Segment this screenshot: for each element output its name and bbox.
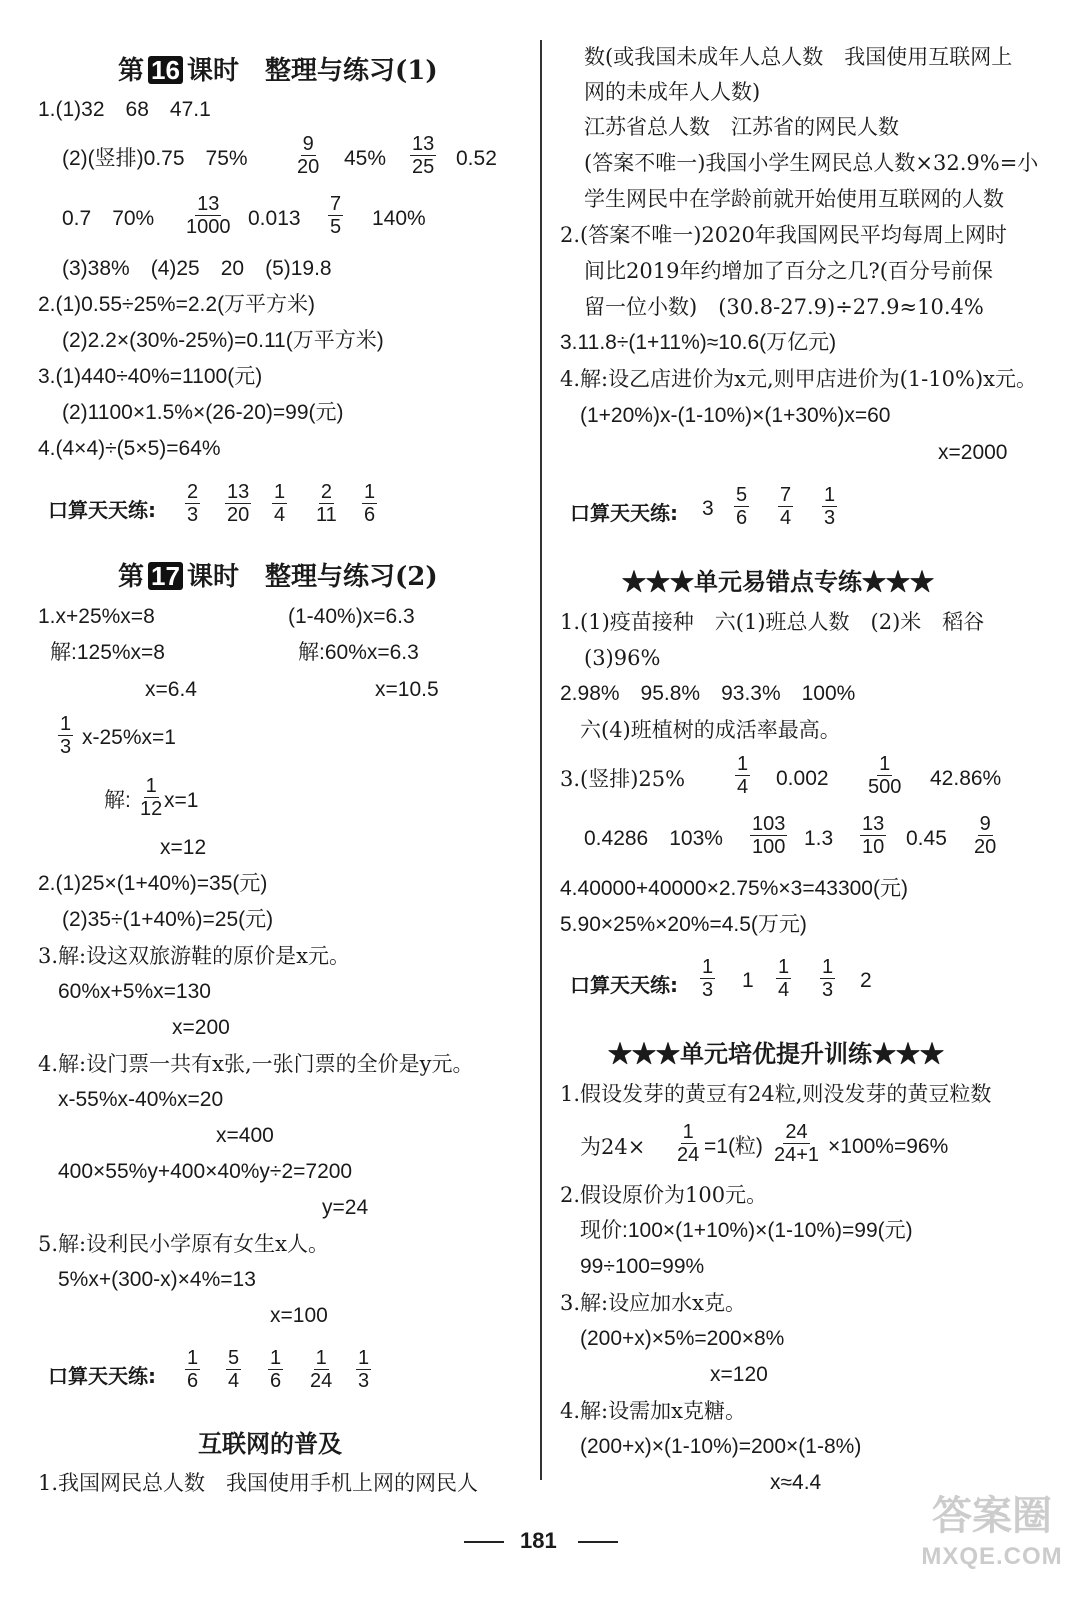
fraction: $\frac{1}{3}$ xyxy=(60,713,72,758)
ks-label: 口算天天练: xyxy=(570,501,678,525)
fraction: $\frac{7}{5}$ xyxy=(330,193,342,238)
boost-q3a: 3.解:设应加水x克。 xyxy=(560,1291,746,1315)
page-number: 181 xyxy=(520,1528,557,1553)
errors-q3a-3: 42.86% xyxy=(930,767,1002,790)
cont-q4b: (1+20%)x-(1-10%)×(1+30%)x=60 xyxy=(580,404,891,427)
l17-q5c: x=100 xyxy=(270,1304,328,1327)
watermark xyxy=(912,1490,1072,1590)
boost-q4c: x≈4.4 xyxy=(770,1471,822,1494)
ks-fraction: $\frac{1}{6}$ xyxy=(364,481,376,526)
internet-q1: 1.我国网民总人数 我国使用手机上网的网民人 xyxy=(38,1471,479,1495)
l16-q1b-2: 45% xyxy=(344,147,387,170)
ks-label: 口算天天练: xyxy=(48,498,156,522)
fraction: $\frac{13}{10}$ xyxy=(862,813,885,858)
cont-l2: 网的未成年人人数) xyxy=(584,80,761,104)
l16-q3a: 3.(1)440÷40%=1100(元) xyxy=(38,365,263,388)
fraction: $\frac{13}{25}$ xyxy=(412,133,435,178)
boost-q1b-pre: 为24× xyxy=(580,1135,646,1159)
fraction: $\frac{1}{4}$ xyxy=(737,753,749,798)
l17-q1a-r: (1-40%)x=6.3 xyxy=(288,605,415,628)
cont-q2c: 留一位小数) (30.8-27.9)÷27.9≈10.4% xyxy=(584,295,984,319)
watermark-bottom: MXQE.COM xyxy=(921,1543,1063,1570)
cont-q3: 3.11.8÷(1+11%)≈10.6(万亿元) xyxy=(560,331,837,354)
ks-fraction: $\frac{1}{6}$ xyxy=(187,1347,199,1392)
cont-q4a: 4.解:设乙店进价为x元,则甲店进价为(1-10%)x元。 xyxy=(560,367,1037,391)
l17-q4c: x=400 xyxy=(216,1124,274,1147)
l17-q1b: 解:125%x=8 xyxy=(50,641,165,664)
l16-q1c: 0.7 70% xyxy=(62,207,155,230)
l16-q2a: 2.(1)0.55÷25%=2.2(万平方米) xyxy=(38,293,316,316)
l16-q1b: (2)(竖排)0.75 75% xyxy=(62,147,248,170)
ks-fraction: $\frac{1}{24}$ xyxy=(310,1347,333,1392)
ks-fraction: $\frac{1}{3}$ xyxy=(824,484,836,529)
l17-q1e: x=1 xyxy=(164,789,199,812)
boost-q1b-end: ×100%=96% xyxy=(828,1135,949,1158)
ks-fraction: $\frac{1}{6}$ xyxy=(270,1347,282,1392)
l17-q1c: x=6.4 xyxy=(145,678,197,701)
errors-q4: 4.40000+40000×2.75%×3=43300(元) xyxy=(560,877,908,900)
boost-q2a: 2.假设原价为100元。 xyxy=(560,1183,768,1207)
l17-q4d: 400×55%y+400×40%y÷2=7200 xyxy=(58,1160,353,1183)
errors-q1b: (3)96% xyxy=(584,646,661,670)
errors-q2b: 六(4)班植树的成活率最高。 xyxy=(580,718,841,742)
l16-q1d: (3)38% (4)25 20 (5)19.8 xyxy=(62,257,332,280)
fraction: $\frac{9}{20}$ xyxy=(297,133,320,178)
errors-q1a: 1.(1)疫苗接种 六(1)班总人数 (2)米 稻谷 xyxy=(560,610,985,634)
internet-heading: 互联网的普及 xyxy=(198,1429,342,1458)
errors-q3b-3: 0.45 xyxy=(906,827,947,850)
boost-q4a: 4.解:设需加x克糖。 xyxy=(560,1399,746,1423)
l17-q1e-pre: 解: xyxy=(104,789,131,812)
cont-l3: 江苏省总人数 江苏省的网民人数 xyxy=(584,115,899,139)
ks-fraction: $\frac{1}{3}$ xyxy=(702,956,714,1001)
fraction: $\frac{24}{24+1}$ xyxy=(774,1121,820,1166)
l17-q3b: 60%x+5%x=130 xyxy=(58,980,211,1003)
ks-fraction: $\frac{1}{3}$ xyxy=(358,1347,370,1392)
lesson16-heading: 第 16 课时 整理与练习(1) xyxy=(118,55,438,86)
errors-q5: 5.90×25%×20%=4.5(万元) xyxy=(560,913,807,936)
boost-q1b-mid: =1(粒) xyxy=(704,1135,763,1158)
l17-q5b: 5%x+(300-x)×4%=13 xyxy=(58,1268,256,1291)
fraction: $\frac{1}{12}$ xyxy=(140,775,163,820)
cont-q2a: 2.(答案不唯一)2020年我国网民平均每周上网时 xyxy=(560,223,1007,247)
l17-q3c: x=200 xyxy=(172,1016,230,1039)
boost-q2b: 现价:100×(1+10%)×(1-10%)=99(元) xyxy=(580,1219,913,1242)
cont-l1: 数(或我国未成年人总人数 我国使用互联网上 xyxy=(584,45,1013,69)
ks-fraction: $\frac{2}{11}$ xyxy=(316,481,337,526)
boost-q2c: 99÷100=99% xyxy=(580,1255,705,1278)
l17-q4e: y=24 xyxy=(322,1196,369,1219)
boost-q1a: 1.假设发芽的黄豆有24粒,则没发芽的黄豆粒数 xyxy=(560,1082,992,1106)
l17-q1a: 1.x+25%x=8 xyxy=(38,605,155,628)
l16-q2b: (2)2.2×(30%-25%)=0.11(万平方米) xyxy=(62,329,384,352)
l17-q1d: x-25%x=1 xyxy=(82,726,176,749)
l17-q2b: (2)35÷(1+40%)=25(元) xyxy=(62,908,274,931)
l17-q4a: 4.解:设门票一共有x张,一张门票的全价是y元。 xyxy=(38,1052,474,1076)
cont-q2b: 间比2019年约增加了百分之几?(百分号前保 xyxy=(584,259,993,283)
errors-heading: ★★★单元易错点专练★★★ xyxy=(622,567,934,596)
l16-q1c-3: 140% xyxy=(372,207,426,230)
ks-fraction: $\frac{2}{3}$ xyxy=(187,481,199,526)
ks-label: 口算天天练: xyxy=(48,1364,156,1388)
column-divider xyxy=(540,40,542,1480)
ks-fraction: $\frac{1}{4}$ xyxy=(274,481,286,526)
boost-q3c: x=120 xyxy=(710,1363,768,1386)
ks-value: 3 xyxy=(702,497,714,520)
l16-q4: 4.(4×4)÷(5×5)=64% xyxy=(38,437,221,460)
l17-q5a: 5.解:设利民小学原有女生x人。 xyxy=(38,1232,329,1256)
errors-q3a-2: 0.002 xyxy=(776,767,829,790)
ks-fraction: $\frac{1}{4}$ xyxy=(778,956,790,1001)
fraction: $\frac{1}{500}$ xyxy=(868,753,902,798)
ks-value: 1 xyxy=(742,969,754,992)
l16-q1c-2: 0.013 xyxy=(248,207,301,230)
l16-q3b: (2)1100×1.5%×(26-20)=99(元) xyxy=(62,401,344,424)
fraction: $\frac{13}{1000}$ xyxy=(186,193,231,238)
boost-q4b: (200+x)×(1-10%)=200×(1-8%) xyxy=(580,1435,862,1458)
errors-q2a: 2.98% 95.8% 93.3% 100% xyxy=(560,682,856,705)
ks-fraction: $\frac{13}{20}$ xyxy=(227,481,250,526)
cont-q4c: x=2000 xyxy=(938,441,1008,464)
page-number-rule-right xyxy=(578,1541,618,1543)
l17-q1c-r: x=10.5 xyxy=(375,678,439,701)
ks-fraction: $\frac{5}{4}$ xyxy=(228,1347,240,1392)
l16-q1b-3: 0.52 xyxy=(456,147,497,170)
l17-q1b-r: 解:60%x=6.3 xyxy=(298,641,419,664)
cont-l4: (答案不唯一)我国小学生网民总人数×32.9%=小 xyxy=(584,151,1039,175)
ks-label: 口算天天练: xyxy=(570,973,678,997)
l17-q3a: 3.解:设这双旅游鞋的原价是x元。 xyxy=(38,944,350,968)
errors-q3a: 3.(竖排)25% xyxy=(560,767,686,791)
watermark-top: 答案圈 xyxy=(932,1494,1052,1538)
ks-fraction: $\frac{1}{3}$ xyxy=(822,956,834,1001)
fraction: $\frac{1}{24}$ xyxy=(677,1121,700,1166)
boost-heading: ★★★单元培优提升训练★★★ xyxy=(608,1039,944,1068)
ks-value: 2 xyxy=(860,969,872,992)
l16-q1a: 1.(1)32 68 47.1 xyxy=(38,98,211,121)
ks-fraction: $\frac{5}{6}$ xyxy=(736,484,748,529)
fraction: $\frac{9}{20}$ xyxy=(974,813,997,858)
errors-q3b-2: 1.3 xyxy=(804,827,834,850)
boost-q3b: (200+x)×5%=200×8% xyxy=(580,1327,785,1350)
page-number-rule-left xyxy=(464,1541,504,1543)
l17-q4b: x-55%x-40%x=20 xyxy=(58,1088,224,1111)
fraction: $\frac{103}{100}$ xyxy=(752,813,786,858)
lesson17-heading: 第 17 课时 整理与练习(2) xyxy=(118,561,438,592)
l17-q1f: x=12 xyxy=(160,836,207,859)
ks-fraction: $\frac{7}{4}$ xyxy=(780,484,792,529)
cont-l5: 学生网民中在学龄前就开始使用互联网的人数 xyxy=(584,187,1004,211)
l17-q2a: 2.(1)25×(1+40%)=35(元) xyxy=(38,872,268,895)
errors-q3b: 0.4286 103% xyxy=(584,827,723,850)
